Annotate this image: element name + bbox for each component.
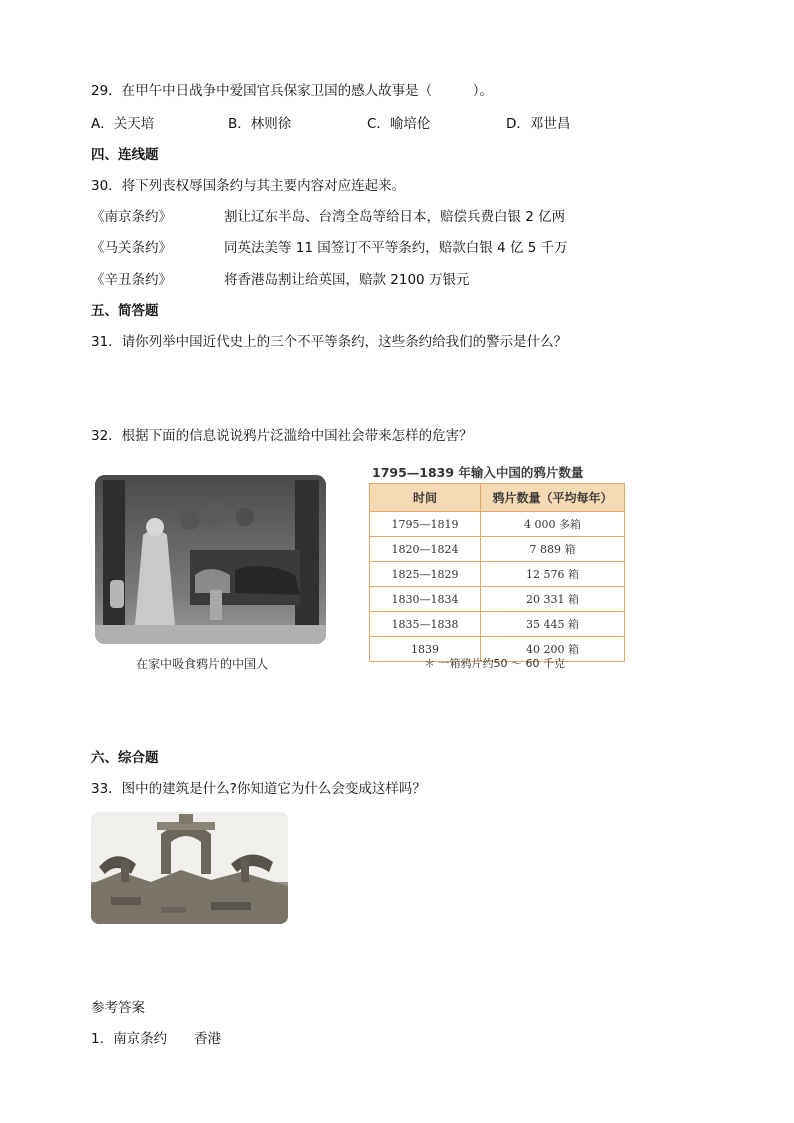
treaty-nanjing: 《南京条约》 [91,209,172,225]
option-a: A．关天培 [91,116,155,132]
table-cell-period: 1795—1819 [370,512,481,537]
table-cell-quantity: 35 445 箱 [481,612,625,637]
answer-1: 1．南京条约 香港 [91,1031,222,1047]
table-row [370,587,625,612]
table-cell-quantity: 4 000 多箱 [481,512,625,537]
table-header-time: 时间 [370,484,481,512]
table-cell-period: 1835—1838 [370,612,481,637]
section-6-title: 六、综合题 [91,750,159,766]
table-cell-quantity: 40 200 箱 [481,637,625,662]
table-cell-quantity: 12 576 箱 [481,562,625,587]
table-cell-period: 1830—1834 [370,587,481,612]
table-cell-period: 1839 [370,637,481,662]
treaty-content-2: 同英法美等 11 国签订不平等条约，赔款白银 4 亿 5 千万 [224,240,568,256]
opium-smokers-photo [95,475,326,644]
treaty-xinchou: 《辛丑条约》 [91,272,172,288]
question-30-stem: 30．将下列丧权辱国条约与其主要内容对应连起来。 [91,178,406,194]
opium-table-note: ＊ 一箱鸦片约50 ～ 60 千克 [424,657,565,670]
question-31-stem: 31．请你列举中国近代史上的三个不平等条约，这些条约给我们的警示是什么？ [91,334,568,350]
answers-title: 参考答案 [91,1000,145,1016]
section-4-title: 四、连线题 [91,147,159,163]
opium-table-title: 1795—1839 年输入中国的鸦片数量 [372,465,584,480]
option-d: D．邓世昌 [506,116,571,132]
ruins-photo [91,812,288,924]
question-29-stem: 29．在甲午中日战争中爱国官兵保家卫国的感人故事是（ ）。 [91,83,493,99]
table-cell-period: 1825—1829 [370,562,481,587]
table-row [370,512,625,537]
table-row [370,562,625,587]
section-5-title: 五、简答题 [91,303,159,319]
treaty-maguan: 《马关条约》 [91,240,172,256]
opium-import-table [369,483,625,662]
question-33-stem: 33．图中的建筑是什么?你知道它为什么会变成这样吗？ [91,781,426,797]
treaty-content-1: 割让辽东半岛、台湾全岛等给日本，赔偿兵费白银 2 亿两 [224,209,566,225]
table-cell-quantity: 20 331 箱 [481,587,625,612]
table-header-quantity: 鸦片数量（平均每年） [481,484,625,512]
question-29-options [91,115,691,133]
table-header-row [370,484,625,512]
table-cell-period: 1820—1824 [370,537,481,562]
question-32-stem: 32．根据下面的信息说说鸦片泛滥给中国社会带来怎样的危害？ [91,428,473,444]
photo-caption: 在家中吸食鸦片的中国人 [136,657,269,671]
table-row [370,537,625,562]
table-cell-quantity: 7 889 箱 [481,537,625,562]
table-row [370,612,625,637]
option-b: B．林则徐 [228,116,292,132]
treaty-content-3: 将香港岛割让给英国，赔款 2100 万银元 [224,272,470,288]
option-c: C．喻培伦 [367,116,431,132]
